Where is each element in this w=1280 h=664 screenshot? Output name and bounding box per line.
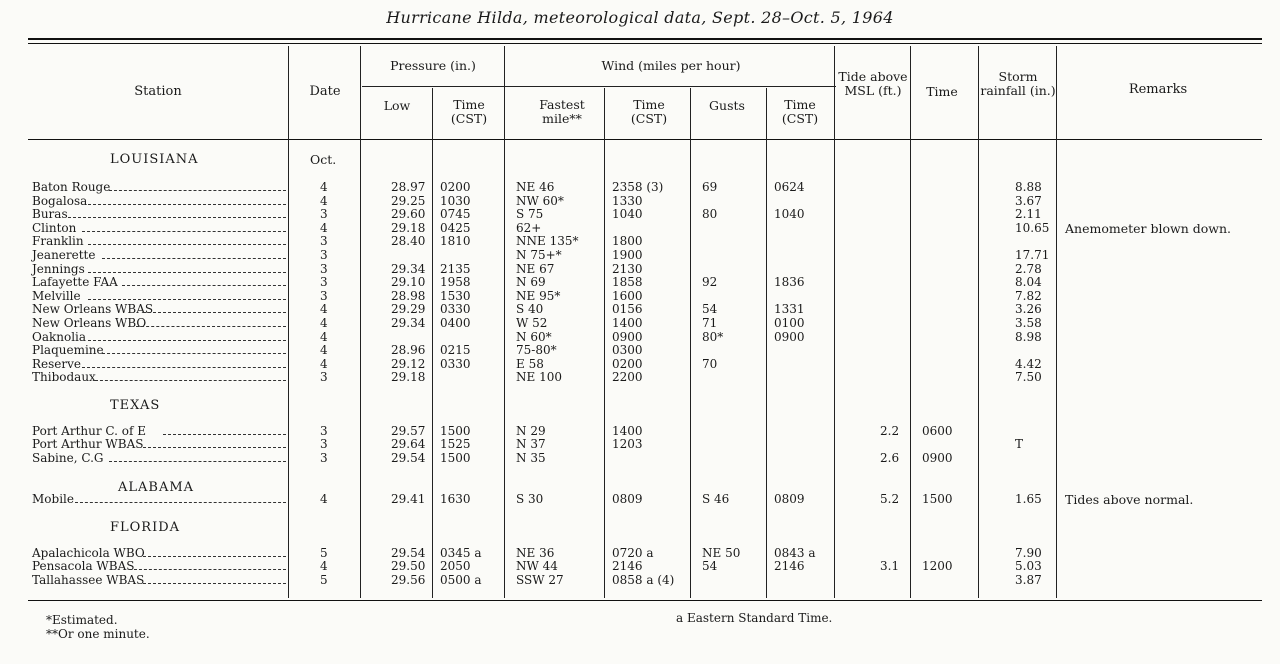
- station-name: Mobile: [32, 492, 74, 506]
- cell-rain: 5.03: [1015, 559, 1042, 574]
- leader-dots: [82, 358, 286, 368]
- cell-fastest: W 52: [516, 316, 548, 330]
- cell-date: 4: [320, 193, 328, 208]
- leader-dots: [143, 547, 286, 557]
- leader-dots: [88, 195, 286, 205]
- station-name: Oaknolia: [32, 329, 87, 344]
- cell-gtime: 1040: [774, 207, 805, 222]
- state-heading: ALABAMA: [118, 480, 195, 495]
- cell-gusts: 80: [702, 207, 718, 222]
- cell-gtime: 0843 a: [774, 546, 816, 560]
- cell-ftime: 1400: [612, 424, 643, 438]
- cell-low: 28.97: [391, 180, 426, 194]
- cell-ftime: 2130: [612, 261, 643, 276]
- table-row: [0, 358, 1234, 371]
- cell-ftime: 2200: [612, 370, 643, 385]
- cell-date: 3: [320, 234, 328, 249]
- cell-low: 29.18: [391, 220, 426, 235]
- cell-fastest: N 75+*: [516, 248, 562, 262]
- table-row: [0, 438, 1234, 451]
- cell-ptime: 1500: [440, 450, 471, 465]
- cell-ftime: 2146: [612, 559, 643, 574]
- cell-rain: 4.42: [1015, 356, 1042, 371]
- leader-dots: [143, 574, 286, 584]
- station-name: Sabine, C.G: [32, 450, 104, 465]
- cell-rain: 3.87: [1015, 572, 1042, 587]
- cell-ptime: 0215: [440, 343, 471, 358]
- cell-gtime: 1836: [774, 275, 805, 290]
- header-station: Station: [134, 84, 182, 99]
- cell-ftime: 0200: [612, 356, 643, 371]
- leader-dots: [143, 303, 286, 313]
- cell-date: 3: [320, 288, 328, 303]
- station-name: Baton Rouge: [32, 180, 111, 194]
- header-pressure: Pressure (in.): [390, 58, 476, 73]
- cell-rain: 3.67: [1015, 193, 1042, 208]
- cell-fastest: NE 46: [516, 180, 555, 194]
- cell-date: 3: [320, 437, 328, 452]
- cell-date: 4: [320, 492, 328, 506]
- cell-fastest: NE 36: [516, 546, 555, 560]
- header-tide-time: Time: [926, 84, 958, 99]
- cell-rain: 8.98: [1015, 329, 1042, 344]
- header-fastest-mile: Fastest mile**: [539, 97, 585, 126]
- cell-date: 4: [320, 180, 328, 194]
- cell-fastest: 62+: [516, 220, 542, 235]
- header-rainfall: Storm rainfall (in.): [980, 69, 1056, 98]
- table-title: Hurricane Hilda, meteorological data, Sept. 28–Oct. 5, 1964: [386, 8, 894, 27]
- cell-rain: 2.78: [1015, 261, 1042, 276]
- cell-ptime: 1500: [440, 424, 471, 438]
- cell-rain: 17.71: [1015, 248, 1050, 262]
- cell-low: 29.10: [391, 275, 426, 290]
- header-wind: Wind (miles per hour): [601, 58, 741, 73]
- station-name: Jennings: [32, 261, 85, 276]
- cell-fastest: N 35: [516, 450, 546, 465]
- cell-ptime: 0500 a: [440, 572, 482, 587]
- cell-tide: 3.1: [880, 559, 900, 574]
- leader-dots: [109, 452, 286, 462]
- leader-dots: [143, 438, 286, 448]
- table-row: [0, 425, 1234, 438]
- cell-ptime: 2050: [440, 559, 471, 574]
- table-header: [28, 46, 1262, 140]
- cell-gtime: 0809: [774, 492, 805, 506]
- leader-dots: [109, 181, 286, 191]
- leader-dots: [88, 290, 286, 300]
- table-row: [0, 263, 1234, 276]
- state-heading: FLORIDA: [110, 520, 181, 535]
- table-row: [0, 574, 1234, 587]
- cell-fastest: SSW 27: [516, 572, 564, 587]
- cell-ttime: 1500: [922, 492, 953, 506]
- header-pressure-time: Time (CST): [450, 97, 488, 126]
- cell-ftime: 2358 (3): [612, 180, 664, 194]
- cell-date: 5: [320, 546, 328, 560]
- station-name: Port Arthur WBAS: [32, 437, 144, 452]
- table-row: [0, 452, 1234, 465]
- cell-fastest: E 58: [516, 356, 544, 371]
- station-name: Franklin: [32, 234, 84, 249]
- cell-rain: T: [1015, 437, 1024, 452]
- cell-low: 28.40: [391, 234, 426, 249]
- header-low: Low: [383, 98, 411, 113]
- cell-ftime: 1203: [612, 437, 643, 452]
- leader-dots: [88, 263, 286, 273]
- cell-fastest: S 30: [516, 492, 544, 506]
- cell-gusts: 54: [702, 559, 718, 574]
- cell-ftime: 1400: [612, 316, 643, 330]
- cell-date: 4: [320, 559, 328, 574]
- station-name: Apalachicola WBO: [32, 546, 145, 560]
- cell-remarks: Tides above normal.: [1065, 492, 1194, 507]
- cell-tide: 2.6: [880, 450, 900, 465]
- header-date: Date: [309, 84, 341, 99]
- cell-date: 4: [320, 343, 328, 358]
- table-row: [0, 560, 1234, 573]
- cell-rain: 1.65: [1015, 492, 1042, 506]
- table-row: [0, 371, 1234, 384]
- cell-date: 4: [320, 356, 328, 371]
- station-name: Tallahassee WBAS: [32, 572, 145, 587]
- cell-rain: 8.04: [1015, 275, 1042, 290]
- cell-low: 29.41: [391, 492, 426, 506]
- cell-low: 29.25: [391, 193, 426, 208]
- cell-gtime: 0100: [774, 316, 805, 330]
- header-bottom-rule: [28, 139, 1262, 140]
- cell-fastest: NE 95*: [516, 288, 561, 303]
- cell-gusts: 54: [702, 302, 718, 317]
- cell-ptime: 1525: [440, 437, 471, 452]
- cell-fastest: S 40: [516, 302, 544, 317]
- cell-date: 3: [320, 248, 328, 262]
- cell-rain: 10.65: [1015, 220, 1050, 235]
- leader-dots: [136, 317, 286, 327]
- cell-ptime: 1530: [440, 288, 471, 303]
- cell-date: 3: [320, 207, 328, 222]
- cell-ftime: 1040: [612, 207, 643, 222]
- station-name: Jeanerette: [32, 248, 96, 262]
- header-subdivider: [362, 86, 836, 87]
- footnote-est: a Eastern Standard Time.: [676, 611, 833, 625]
- cell-gtime: 1331: [774, 302, 805, 317]
- cell-ptime: 0330: [440, 356, 471, 371]
- cell-fastest: N 60*: [516, 329, 552, 344]
- cell-ttime: 0600: [922, 424, 953, 438]
- station-name: Thibodaux: [32, 370, 96, 385]
- cell-ftime: 0858 a (4): [612, 572, 675, 587]
- cell-gtime: 0900: [774, 329, 805, 344]
- table-row: [0, 290, 1234, 303]
- cell-low: 29.12: [391, 356, 426, 371]
- cell-low: 29.57: [391, 424, 426, 438]
- cell-fastest: NNE 135*: [516, 234, 579, 249]
- cell-gtime: 2146: [774, 559, 805, 574]
- cell-gusts: 92: [702, 275, 718, 290]
- cell-rain: 7.50: [1015, 370, 1042, 385]
- cell-ftime: 1330: [612, 193, 643, 208]
- cell-rain: 3.58: [1015, 316, 1042, 330]
- cell-fastest: NW 60*: [516, 193, 564, 208]
- cell-gusts: S 46: [702, 492, 730, 506]
- cell-low: 29.50: [391, 559, 426, 574]
- cell-ftime: 1858: [612, 275, 643, 290]
- cell-ptime: 1030: [440, 193, 471, 208]
- cell-ftime: 0720 a: [612, 546, 654, 560]
- state-heading: TEXAS: [110, 398, 161, 413]
- cell-gusts: 80*: [702, 329, 724, 344]
- leader-dots: [68, 208, 286, 218]
- cell-remarks: Anemometer blown down.: [1065, 220, 1231, 236]
- cell-ftime: 0300: [612, 343, 643, 358]
- cell-rain: 2.11: [1015, 207, 1042, 222]
- cell-date: 3: [320, 370, 328, 385]
- table-row: [0, 493, 1234, 506]
- month-label: Oct.: [310, 152, 337, 167]
- cell-ftime: 0156: [612, 302, 643, 317]
- station-name: Buras: [32, 207, 68, 222]
- leader-dots: [102, 249, 286, 259]
- cell-gtime: 0624: [774, 180, 805, 194]
- cell-ptime: 1810: [440, 234, 471, 249]
- cell-date: 4: [320, 329, 328, 344]
- table-row: [0, 331, 1234, 344]
- cell-low: 29.54: [391, 546, 426, 560]
- cell-gusts: 69: [702, 180, 718, 194]
- cell-gusts: 71: [702, 316, 718, 330]
- table-row: [0, 303, 1234, 316]
- cell-low: 29.56: [391, 572, 426, 587]
- table-row: [0, 344, 1234, 357]
- cell-rain: 3.26: [1015, 302, 1042, 317]
- cell-date: 5: [320, 572, 328, 587]
- cell-fastest: NE 100: [516, 370, 562, 385]
- station-name: Melville: [32, 288, 81, 303]
- cell-fastest: NE 67: [516, 261, 555, 276]
- cell-date: 3: [320, 424, 328, 438]
- cell-low: 28.98: [391, 288, 426, 303]
- table-row: [0, 195, 1234, 208]
- cell-ptime: 0425: [440, 220, 471, 235]
- station-name: Bogalosa: [32, 193, 88, 208]
- cell-ptime: 0345 a: [440, 546, 482, 560]
- header-gusts: Gusts: [709, 98, 745, 113]
- cell-low: 29.60: [391, 207, 426, 222]
- cell-low: 29.64: [391, 437, 426, 452]
- top-rule-thin: [28, 43, 1262, 44]
- leader-dots: [95, 371, 286, 381]
- cell-ttime: 1200: [922, 559, 953, 574]
- station-name: Pensacola WBAS: [32, 559, 135, 574]
- leader-dots: [163, 425, 286, 435]
- cell-fastest: S 75: [516, 207, 544, 222]
- station-name: New Orleans WBAS: [32, 302, 154, 317]
- cell-gusts: 70: [702, 356, 718, 371]
- cell-gusts: NE 50: [702, 546, 741, 560]
- table-row: [0, 547, 1234, 560]
- header-fastest-time: Time (CST): [630, 97, 668, 126]
- station-name: Lafayette FAA: [32, 275, 118, 290]
- cell-ptime: 0400: [440, 316, 471, 330]
- cell-ptime: 0200: [440, 180, 471, 194]
- top-rule-thick: [28, 38, 1262, 40]
- cell-ftime: 1800: [612, 234, 643, 249]
- cell-ftime: 0900: [612, 329, 643, 344]
- bottom-rule: [28, 600, 1262, 601]
- leader-dots: [88, 331, 286, 341]
- cell-tide: 5.2: [880, 492, 900, 506]
- footnote-one-minute: **Or one minute.: [46, 627, 150, 641]
- cell-date: 4: [320, 220, 328, 235]
- cell-fastest: 75-80*: [516, 343, 557, 358]
- station-name: Port Arthur C. of E: [32, 424, 147, 438]
- cell-low: 29.54: [391, 450, 426, 465]
- cell-date: 4: [320, 316, 328, 330]
- leader-dots: [82, 222, 286, 232]
- cell-ptime: 0745: [440, 207, 471, 222]
- leader-dots: [122, 276, 286, 286]
- table-row: [0, 222, 1234, 235]
- cell-ftime: 1600: [612, 288, 643, 303]
- header-tide: Tide above MSL (ft.): [838, 69, 908, 98]
- cell-rain: 7.90: [1015, 546, 1042, 560]
- cell-tide: 2.2: [880, 424, 900, 438]
- cell-rain: 8.88: [1015, 180, 1042, 194]
- cell-date: 3: [320, 450, 328, 465]
- header-gusts-time: Time (CST): [781, 97, 819, 126]
- table-row: [0, 276, 1234, 289]
- cell-ftime: 1900: [612, 248, 643, 262]
- cell-date: 3: [320, 261, 328, 276]
- cell-ftime: 0809: [612, 492, 643, 506]
- cell-low: 29.34: [391, 261, 426, 276]
- cell-fastest: N 69: [516, 275, 546, 290]
- station-name: Clinton: [32, 220, 77, 235]
- table-row: [0, 249, 1234, 262]
- station-name: New Orleans WBO: [32, 316, 147, 330]
- cell-low: 28.96: [391, 343, 426, 358]
- state-heading: LOUISIANA: [110, 152, 199, 167]
- cell-date: 3: [320, 275, 328, 290]
- cell-fastest: NW 44: [516, 559, 558, 574]
- footnote-estimated: *Estimated.: [46, 613, 118, 627]
- cell-date: 4: [320, 302, 328, 317]
- cell-ptime: 0330: [440, 302, 471, 317]
- leader-dots: [102, 344, 286, 354]
- leader-dots: [88, 235, 286, 245]
- table-row: [0, 208, 1234, 221]
- table-row: [0, 235, 1234, 248]
- table-row: [0, 317, 1234, 330]
- cell-low: 29.18: [391, 370, 426, 385]
- station-name: Plaquemine: [32, 343, 104, 358]
- header-remarks: Remarks: [1128, 82, 1188, 97]
- cell-low: 29.34: [391, 316, 426, 330]
- cell-ptime: 2135: [440, 261, 471, 276]
- cell-ptime: 1958: [440, 275, 471, 290]
- cell-fastest: N 29: [516, 424, 546, 438]
- cell-ttime: 0900: [922, 450, 953, 465]
- leader-dots: [129, 560, 286, 570]
- cell-low: 29.29: [391, 302, 426, 317]
- leader-dots: [75, 493, 286, 503]
- station-name: Reserve: [32, 356, 82, 371]
- table-row: [0, 181, 1234, 194]
- cell-ptime: 1630: [440, 492, 471, 506]
- cell-rain: 7.82: [1015, 288, 1042, 303]
- cell-fastest: N 37: [516, 437, 546, 452]
